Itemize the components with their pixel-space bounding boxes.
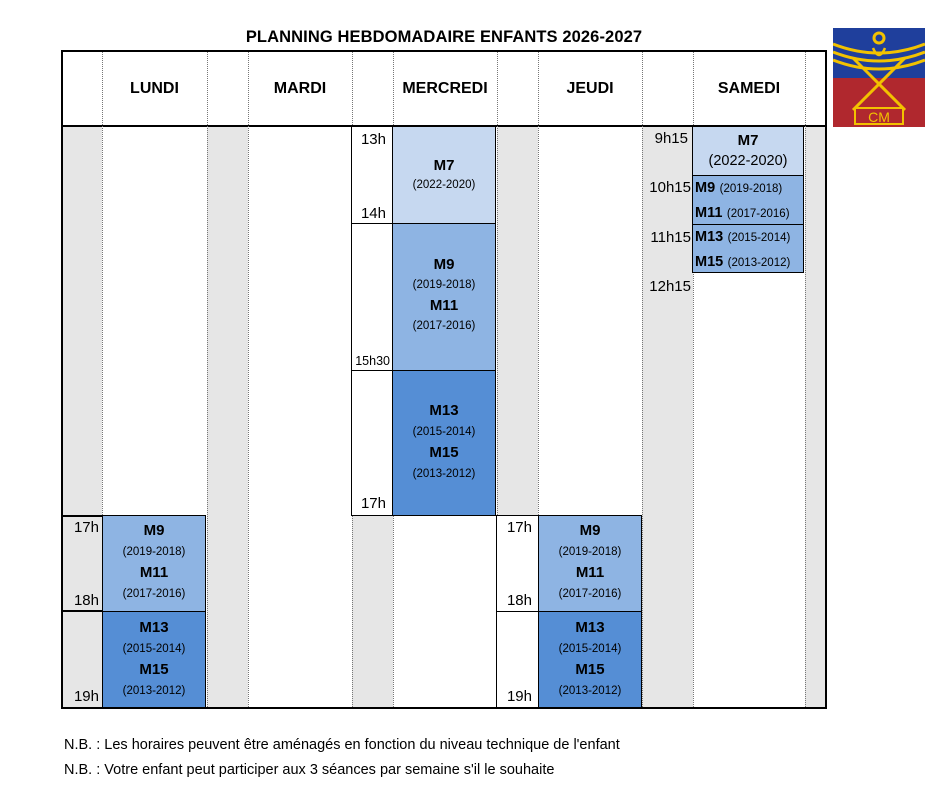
group-label: M9 (143, 522, 165, 539)
group-label: M7 (737, 132, 759, 149)
time-label: 18h (73, 592, 99, 609)
group-label: M13 (695, 229, 724, 245)
session-block-thu-m9-m11 (538, 515, 642, 612)
session-block-sat-m13-m15 (692, 224, 804, 273)
time-label: 17h (73, 519, 99, 536)
time-label: 12h15 (649, 278, 691, 295)
group-years: (2013-2012) (558, 684, 622, 697)
note-line-1: N.B. : Les horaires peuvent être aménagés en fonction du niveau technique de l'enfant (64, 737, 620, 753)
time-label: 14h (360, 205, 386, 222)
time-label: 9h15 (654, 130, 688, 147)
group-years: (2013-2012) (727, 257, 791, 269)
group-years: (2015-2014) (558, 643, 622, 655)
group-label: M13 (429, 402, 459, 419)
group-label: M11 (429, 296, 459, 314)
group-label: M13 (139, 619, 169, 636)
group-label: M11 (139, 563, 169, 581)
day-header-tuesday: MARDI (273, 80, 327, 97)
time-label: 15h30 (355, 354, 390, 368)
session-block-wed-m7 (392, 126, 496, 224)
col-divider (642, 52, 643, 707)
right-margin-column (805, 52, 825, 707)
group-row (693, 176, 803, 201)
group-row (693, 225, 803, 250)
group-label: M11 (575, 563, 605, 581)
group-label: M15 (139, 660, 169, 678)
day-header-monday: LUNDI (130, 80, 179, 97)
crest-icon (833, 28, 925, 127)
group-years: (2013-2012) (122, 684, 186, 697)
club-logo (833, 28, 925, 127)
session-block-thu-m13-m15 (538, 611, 642, 708)
time-label: 11h15 (650, 229, 691, 246)
group-label: M9 (579, 522, 601, 539)
group-label: M11 (695, 205, 723, 221)
col-divider (248, 52, 249, 707)
group-years: (2017-2016) (122, 587, 186, 600)
time-label: 10h15 (649, 179, 691, 196)
group-label: M15 (429, 443, 459, 461)
col-divider (207, 52, 208, 707)
time-label: 17h (506, 519, 532, 536)
group-label: M13 (575, 619, 605, 636)
time-label: 19h (73, 688, 99, 705)
time-slot-box (351, 223, 393, 371)
group-years: (2017-2016) (558, 587, 622, 600)
group-years: (2019-2018) (558, 546, 622, 558)
group-years: (2017-2016) (412, 319, 476, 332)
col-divider (805, 52, 806, 707)
group-label: M9 (433, 256, 455, 273)
time-label: 19h (506, 688, 532, 705)
time-divider (61, 515, 103, 517)
group-label: M7 (433, 157, 455, 174)
group-years: (2019-2018) (719, 183, 783, 195)
group-label: M15 (575, 660, 605, 678)
session-block-sat-m9-m11 (692, 175, 804, 225)
time-column-tuesday (207, 52, 248, 707)
group-years: (2015-2014) (727, 232, 791, 244)
session-block-wed-m13-m15 (392, 370, 496, 516)
page-title: PLANNING HEBDOMADAIRE ENFANTS 2026-2027 (245, 28, 643, 46)
group-years: (2015-2014) (122, 643, 186, 655)
time-label: 17h (360, 495, 386, 512)
logo-text: CM (868, 109, 890, 125)
group-years: (2019-2018) (122, 546, 186, 558)
note-line-2: N.B. : Votre enfant peut participer aux 3 séances par semaine s'il le souhaite (64, 762, 555, 778)
session-block-wed-m9-m11 (392, 223, 496, 371)
group-row (693, 201, 803, 226)
time-divider (61, 610, 103, 612)
group-label: M9 (695, 180, 716, 196)
time-label: 18h (506, 592, 532, 609)
group-years: (2013-2012) (412, 467, 476, 480)
group-years: (2022-2020) (412, 179, 476, 191)
session-block-sat-m7 (692, 126, 804, 176)
session-block-mon-m13-m15 (102, 611, 206, 708)
group-years: (2017-2016) (726, 208, 790, 220)
time-column-saturday (642, 52, 693, 707)
time-label: 13h (360, 131, 386, 148)
group-years: (2022-2020) (708, 153, 788, 169)
group-years: (2015-2014) (412, 426, 476, 438)
day-header-saturday: SAMEDI (717, 80, 781, 97)
group-row (693, 250, 803, 275)
day-header-wednesday: MERCREDI (402, 80, 488, 97)
group-years: (2019-2018) (412, 279, 476, 291)
session-block-mon-m9-m11 (102, 515, 206, 612)
day-header-thursday: JEUDI (566, 80, 614, 97)
group-label: M15 (695, 254, 724, 270)
